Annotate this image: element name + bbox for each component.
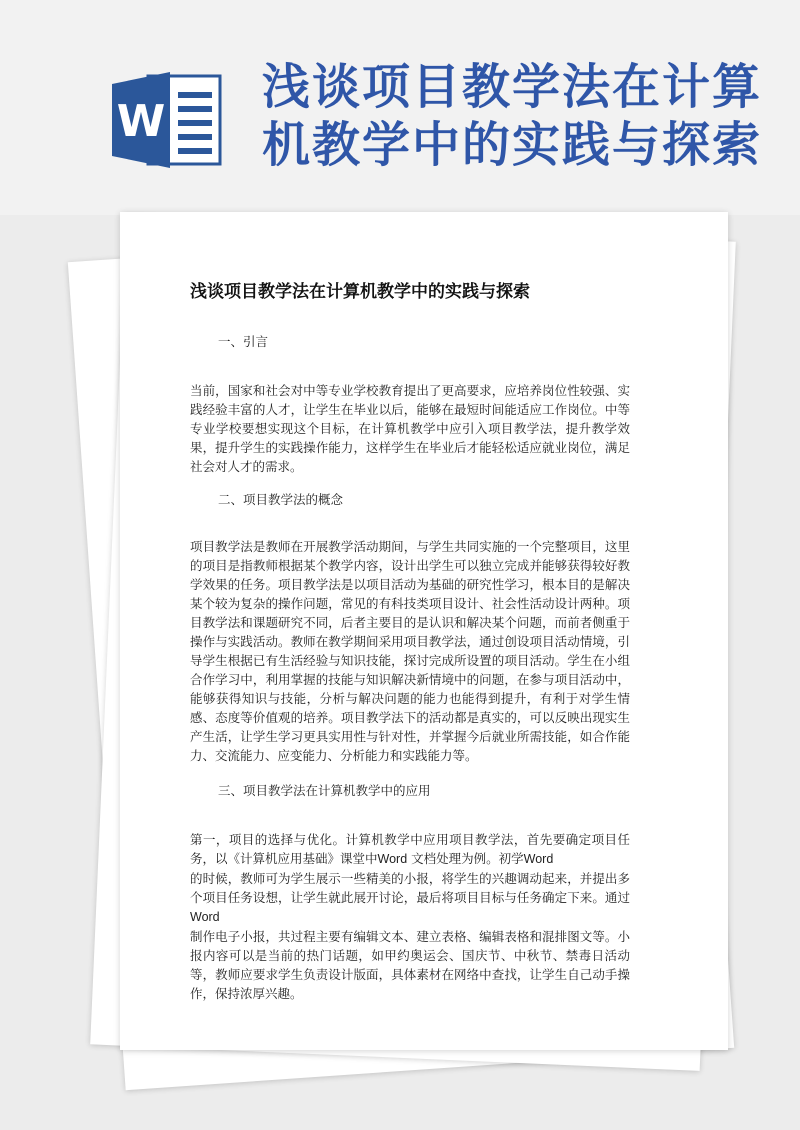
application-text-c: 的时候，教师可为学生展示一些精美的小报，将学生的兴趣调动起来，并提出多个项目任务设想，让学生就此展开讨论，最后将项目目标与任务确定下来。通过 (190, 871, 630, 905)
banner-title-line2: 机教学中的实践与探索 (262, 117, 763, 173)
word-term: Word (190, 910, 220, 924)
section-heading-application: 三、项目教学法在计算机教学中的应用 (218, 783, 431, 798)
word-logo-icon (108, 70, 226, 170)
document-title: 浅谈项目教学法在计算机教学中的实践与探索 (190, 282, 530, 302)
banner-title (262, 58, 792, 174)
section-heading-concept: 二、项目教学法的概念 (218, 492, 344, 507)
banner-title-line1: 浅谈项目教学法在计算 (262, 59, 763, 115)
word-logo-letter: W (116, 96, 166, 147)
section-heading-intro: 一、引言 (218, 334, 269, 349)
document-body (190, 280, 630, 1011)
paragraph-intro: 当前，国家和社会对中等专业学校教育提出了更高要求，应培养岗位性较强、实践经验丰富的人才，让学生在毕业以后，能够在最短时间能适应工作岗位。中等专业学校要想实现这个目标，在计算机教学中应引入项目教学法，提升教学效果，提升学生的实践操作能力，这样学生在毕业后才能轻松适应就业岗位，满足社会对人才的需求。 (190, 383, 630, 474)
header-banner (0, 0, 800, 215)
paragraph-application (190, 830, 630, 1003)
paragraph-concept: 项目教学法是教师在开展教学活动期间，与学生共同实施的一个完整项目，这里的项目是指教师根据某个教学内容，设计出学生可以独立完成并能够获得较好教学效果的任务。项目教学法是以项目活动为基础的研究性学习，根本目的是解决某个较为复杂的操作问题，常见的有科技类项目设计、社会性活动设计两种。项目教学法和课题研究不同，后者主要目的是认识和解决某个问题，而前者侧重于操作与实践活动。教师在教学期间采用项目教学法，通过创设项目活动情境，引导学生根据已有生活经验与知识技能，探讨完成所设置的项目活动。学生在小组合作学习中，利用掌握的技能与知识解决新情境中的问题，在参与项目活动中，能够获得知识与技能，分析与解决问题的能力也能得到提升，有利于对学生情感、态度等价值观的培养。项目教学法下的活动都是真实的，可以反映出现实生产生活，让学生学习更具实用性与针对性，并掌握今后就业所需技能，如合作能力、交流能力、应变能力、分析能力和实践能力等。 (190, 539, 630, 763)
application-text-d: 制作电子小报，共过程主要有编辑文本、建立表格、编辑表格和混排图文等。小报内容可以是当前的热门话题，如甲约奥运会、国庆节、中秋节、禁毒日活动等，教师应要求学生负责设计版面，具体素材在网络中查找，让学生自己动手操作，保持浓厚兴趣。 (190, 929, 630, 1001)
application-text-b: 文档处理为例。初学 (407, 851, 524, 866)
application-text-a: 第一，项目的选择与优化。计算机教学中应用项目教学法，首先要确定项目任务，以《计算机应用基础》课堂中 (190, 832, 630, 866)
word-term: Word (523, 852, 554, 866)
word-term: Word (377, 852, 408, 866)
